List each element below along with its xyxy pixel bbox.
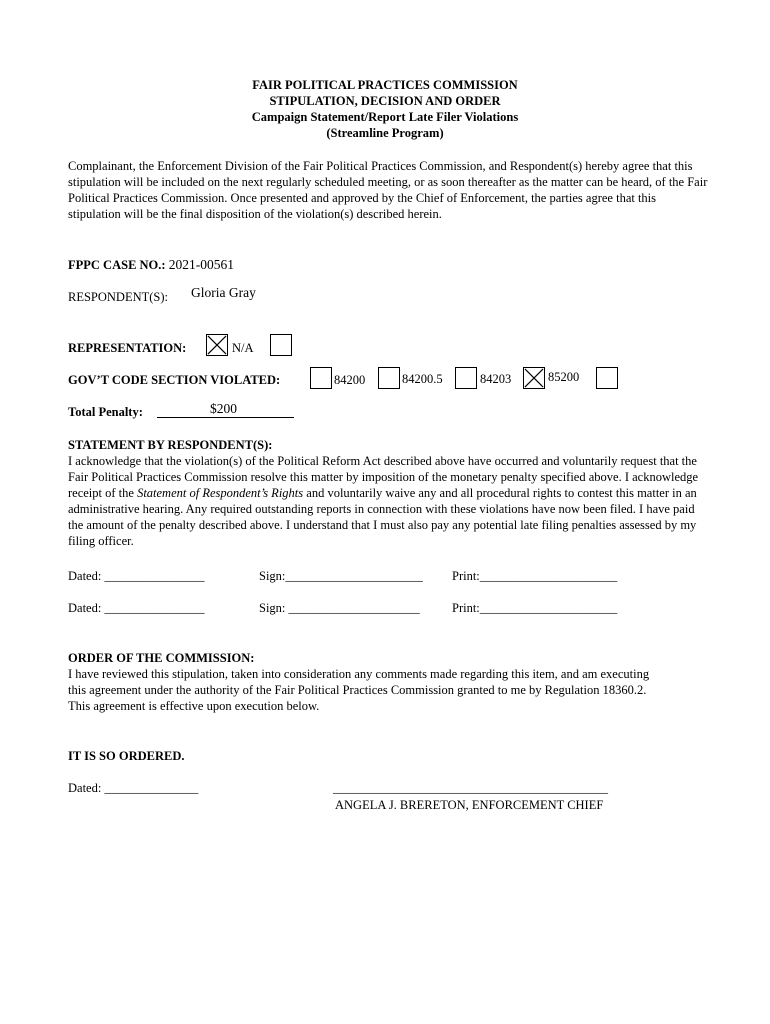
so-ordered-heading: IT IS SO ORDERED. bbox=[68, 749, 185, 763]
statement-paragraph bbox=[68, 453, 700, 549]
code-85200-checkbox[interactable] bbox=[523, 367, 545, 389]
order-paragraph: I have reviewed this stipulation, taken into consideration any comments made regarding this item, and am executing this agreement under the authority of the Fair Political Practices Commission granted to me by Regulation 18360.2. This agreement is effective upon execution below. bbox=[68, 667, 650, 713]
document-header bbox=[0, 77, 770, 141]
case-number-value[interactable]: 2021-00561 bbox=[168, 257, 234, 272]
respondent-print-2[interactable]: Print:______________________ bbox=[452, 601, 618, 615]
code-85200-label: 85200 bbox=[548, 370, 580, 384]
chief-dated-field[interactable]: Dated: _______________ bbox=[68, 781, 199, 795]
order-heading: ORDER OF THE COMMISSION: bbox=[68, 651, 255, 665]
code-84200-5-checkbox[interactable] bbox=[378, 367, 400, 389]
header-line-2: STIPULATION, DECISION AND ORDER bbox=[269, 94, 501, 108]
respondent-sign-1[interactable]: Sign:______________________ bbox=[259, 569, 423, 583]
checkmark-x-icon bbox=[524, 368, 544, 388]
total-penalty-field[interactable] bbox=[157, 403, 294, 418]
code-84203-checkbox[interactable] bbox=[455, 367, 477, 389]
intro-paragraph: Complainant, the Enforcement Division of the Fair Political Practices Commission, and Respondent(s) hereby agree that this stipulation will be included on the next regularly scheduled meeting, or as soon thereafter as the matter can be heard, of the Fair Political Practices Commission. Once presented and approved by the Chief of Enforcement, the parties agree that this stipulation will be the final disposition of the violation(s) described herein. bbox=[68, 159, 708, 221]
respondent-value[interactable]: Gloria Gray bbox=[191, 285, 256, 300]
representation-label: REPRESENTATION: bbox=[68, 341, 187, 355]
representation-other-checkbox[interactable] bbox=[270, 334, 292, 356]
representation-na-label: N/A bbox=[232, 341, 254, 355]
respondent-label: RESPONDENT(S): bbox=[68, 290, 169, 304]
chief-signature-line[interactable]: ____________________________________________ bbox=[333, 781, 608, 795]
code-other-checkbox[interactable] bbox=[596, 367, 618, 389]
respondent-sign-2[interactable]: Sign: _____________________ bbox=[259, 601, 420, 615]
total-penalty-label: Total Penalty: bbox=[68, 405, 143, 419]
code-84200-5-label: 84200.5 bbox=[402, 372, 443, 386]
respondent-print-1[interactable]: Print:______________________ bbox=[452, 569, 618, 583]
code-section-label: GOV’T CODE SECTION VIOLATED: bbox=[68, 373, 281, 387]
header-line-4: (Streamline Program) bbox=[326, 126, 444, 140]
statement-heading: STATEMENT BY RESPONDENT(S): bbox=[68, 438, 273, 452]
representation-na-checkbox[interactable] bbox=[206, 334, 228, 356]
header-line-1: FAIR POLITICAL PRACTICES COMMISSION bbox=[252, 78, 518, 92]
case-number-row bbox=[68, 257, 234, 273]
respondent-dated-2[interactable]: Dated: ________________ bbox=[68, 601, 205, 615]
total-penalty-value: $200 bbox=[210, 401, 237, 416]
statement-text-after: and voluntarily waive any and all procedural rights to contest this matter in an administrative hearing. Any required outstanding reports in connection with these violations have now been filed. I have paid the amount of the penalty described above. I understand that I must also pay any potential late filing penalties assessed by my filing officer. bbox=[68, 486, 697, 548]
header-line-3: Campaign Statement/Report Late Filer Violations bbox=[251, 110, 519, 124]
chief-signer-name: ANGELA J. BRERETON, ENFORCEMENT CHIEF bbox=[335, 798, 604, 812]
case-number-label: FPPC CASE NO.: bbox=[68, 258, 166, 272]
checkmark-x-icon bbox=[207, 335, 227, 355]
statement-rights-title: Statement of Respondent’s Rights bbox=[137, 486, 304, 500]
code-84200-checkbox[interactable] bbox=[310, 367, 332, 389]
statement-text-before: I acknowledge that the violation(s) of the Political Reform Act described above have occurred and voluntarily request that the Fair Political Practices Commission resolve this matter by imposition of the monetary penalty specified above. I acknowledge receipt of the bbox=[68, 454, 699, 500]
code-84203-label: 84203 bbox=[480, 372, 512, 386]
respondent-dated-1[interactable]: Dated: ________________ bbox=[68, 569, 205, 583]
code-84200-label: 84200 bbox=[334, 373, 366, 387]
